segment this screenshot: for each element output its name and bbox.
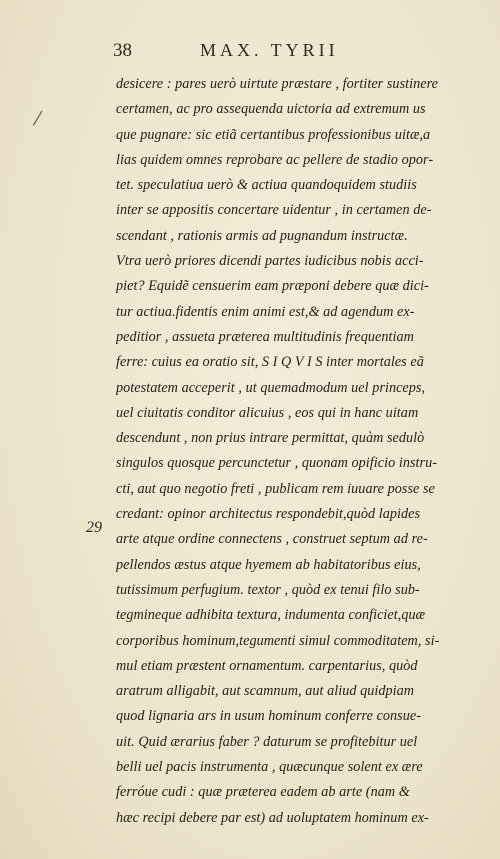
text-line: hæc recipi debere par est) ad uoluptatem hominum ex- — [116, 809, 429, 826]
text-line: corporibus hominum,tegumenti simul commoditatem, si- — [116, 632, 440, 649]
text-line: potestatem acceperit , ut quemadmodum uel princeps, — [116, 379, 426, 396]
running-head: MAX. TYRII — [200, 40, 339, 60]
text-line: uit. Quid ærarius faber ? daturum se profitebitur uel — [116, 733, 418, 750]
text-line: tutissimum perfugium. textor , quòd ex tenui filo sub- — [116, 581, 420, 598]
text-line: cti, aut quo negotio freti , publicam rem iuuare posse se — [116, 480, 435, 497]
text-line: desicere : pares uerò uirtute præstare , fortiter sustinere — [116, 76, 438, 92]
text-line: descendunt , non prius intrare permittat, quàm sedulò — [116, 430, 425, 447]
text-line: inter se appositis concertare uidentur , in certamen de- — [116, 202, 432, 219]
text-line: tur actiua.fidentis enim animi est,& ad agendum ex- — [116, 303, 415, 320]
page-header — [0, 36, 500, 62]
text-line: pellendos æstus atque hyemem ab habitatoribus eius, — [116, 556, 421, 573]
text-line: lias quidem omnes reprobare ac pellere de stadio opor- — [116, 151, 434, 168]
text-line: uel ciuitatis conditor alicuius , eos qui in hanc uitam — [116, 404, 419, 421]
text-line: mul etiam præstent ornamentum. carpentarius, quòd — [116, 657, 418, 674]
text-line: singulos quosque percunctetur , quonam opificio instru- — [116, 455, 438, 472]
body-text — [116, 72, 486, 831]
text-line: Vtra uerò priores dicendi partes iudicibus nobis acci- — [116, 253, 424, 270]
text-line: tet. speculatiua uerò & actiua quandoquidem studiis — [116, 177, 417, 194]
text-line: peditior , assueta præterea multitudinis frequentiam — [116, 328, 414, 345]
text-line: belli uel pacis instrumenta , quæcunque solent ex ære — [116, 759, 423, 776]
text-line: que pugnare: sic etiã certantibus professionibus uitæ,a — [116, 126, 431, 143]
text-line: credant: opinor architectus respondebit,quòd lapides — [116, 506, 421, 523]
text-line: aratrum alligabit, aut scamnum, aut aliud quidpiam — [116, 683, 415, 700]
text-line: ferróue cudi : quæ præterea eadem ab arte (nam & — [116, 784, 410, 801]
text-line: certamen, ac pro assequenda uictoria ad extremum us — [116, 101, 426, 118]
text-line: arte atque ordine connectens , construet septum ad re- — [116, 531, 428, 548]
text-line: quod lignaria ars in usum hominum conferre consue- — [116, 708, 422, 725]
margin-line-number: 29 — [86, 519, 102, 536]
page-number: 38 — [113, 40, 132, 61]
text-line: scendant , rationis armis ad pugnandum instructæ. — [116, 227, 408, 244]
text-line: ferre: cuius ea oratio sit, S I Q V I S inter mortales eã — [116, 354, 424, 371]
margin-annotation-mark: / — [31, 105, 44, 133]
text-line: tegmineque adhibita textura, indumenta conficiet,quæ — [116, 607, 426, 624]
text-line: piet? Equidẽ censuerim eam præponi debere quæ dici- — [116, 278, 429, 295]
